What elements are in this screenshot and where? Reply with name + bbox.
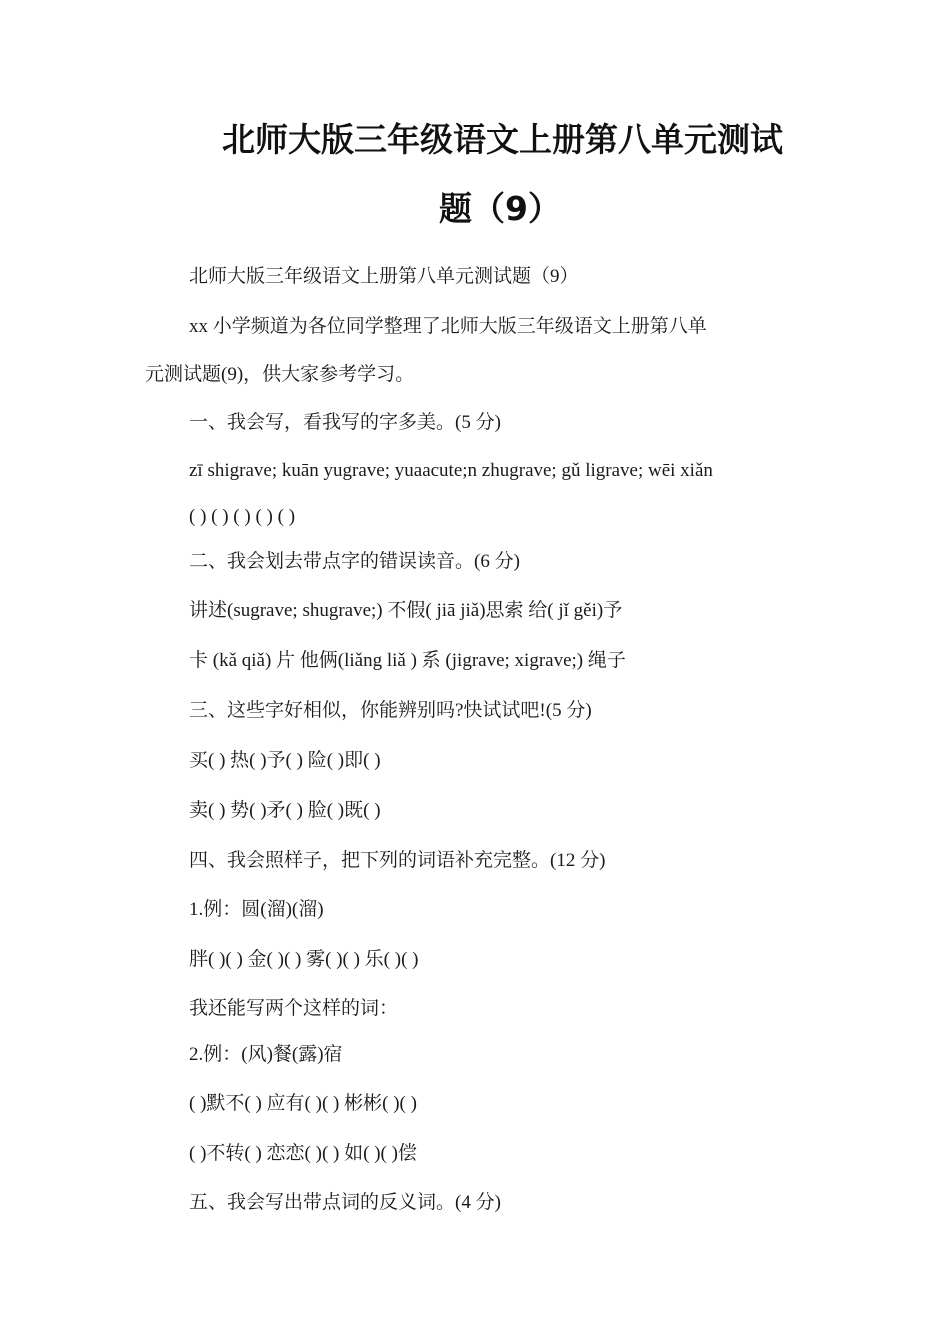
intro-paragraph-line-1: xx 小学频道为各位同学整理了北师大版三年级语文上册第八单 — [189, 316, 707, 337]
fill-words-line-2: ( )默不( ) 应有( )( ) 彬彬( )( ) — [189, 1093, 417, 1114]
document-title-line-1: 北师大版三年级语文上册第八单元测试 — [222, 120, 783, 159]
subtitle-paragraph: 北师大版三年级语文上册第八单元测试题（9） — [189, 266, 579, 287]
section-1-heading: 一、我会写，看我写的字多美。(5 分) — [189, 412, 501, 433]
example-1-line: 1.例：圆(溜)(溜) — [189, 899, 324, 920]
section-4-heading: 四、我会照样子，把下列的词语补充完整。(12 分) — [189, 850, 606, 871]
section-2-heading: 二、我会划去带点字的错误读音。(6 分) — [189, 551, 520, 572]
answer-blanks-line: ( ) ( ) ( ) ( ) ( ) — [189, 506, 296, 527]
fill-words-line-3: ( )不转( ) 恋恋( )( ) 如( )( )偿 — [189, 1143, 417, 1164]
reading-line-2: 卡 (kǎ qiǎ) 片 他俩(liǎng liǎ ) 系 (jigrave; xigrave;) 绳子 — [189, 650, 626, 671]
example-2-line: 2.例：(风)餐(露)宿 — [189, 1044, 343, 1065]
reading-line-1: 讲述(sugrave; shugrave;) 不假( jiā jiǎ)思索 给( jǐ gěi)予 — [189, 600, 623, 621]
section-3-heading: 三、这些字好相似，你能辨别吗?快试试吧!(5 分) — [189, 700, 592, 721]
similar-chars-line-1: 买( ) 热( )予( ) 险( )即( ) — [189, 750, 381, 771]
write-two-words-line: 我还能写两个这样的词： — [189, 998, 399, 1019]
fill-words-line-1: 胖( )( ) 金( )( ) 雾( )( ) 乐( )( ) — [189, 949, 419, 970]
similar-chars-line-2: 卖( ) 势( )矛( ) 脸( )既( ) — [189, 800, 381, 821]
section-5-heading: 五、我会写出带点词的反义词。(4 分) — [189, 1192, 501, 1213]
document-title-line-2: 题（9） — [439, 189, 561, 228]
intro-paragraph-line-2: 元测试题(9)，供大家参考学习。 — [145, 364, 415, 385]
pinyin-line: zī shigrave; kuān yugrave; yuaacute;n zhugrave; gǔ ligrave; wēi xiǎn — [189, 460, 713, 481]
